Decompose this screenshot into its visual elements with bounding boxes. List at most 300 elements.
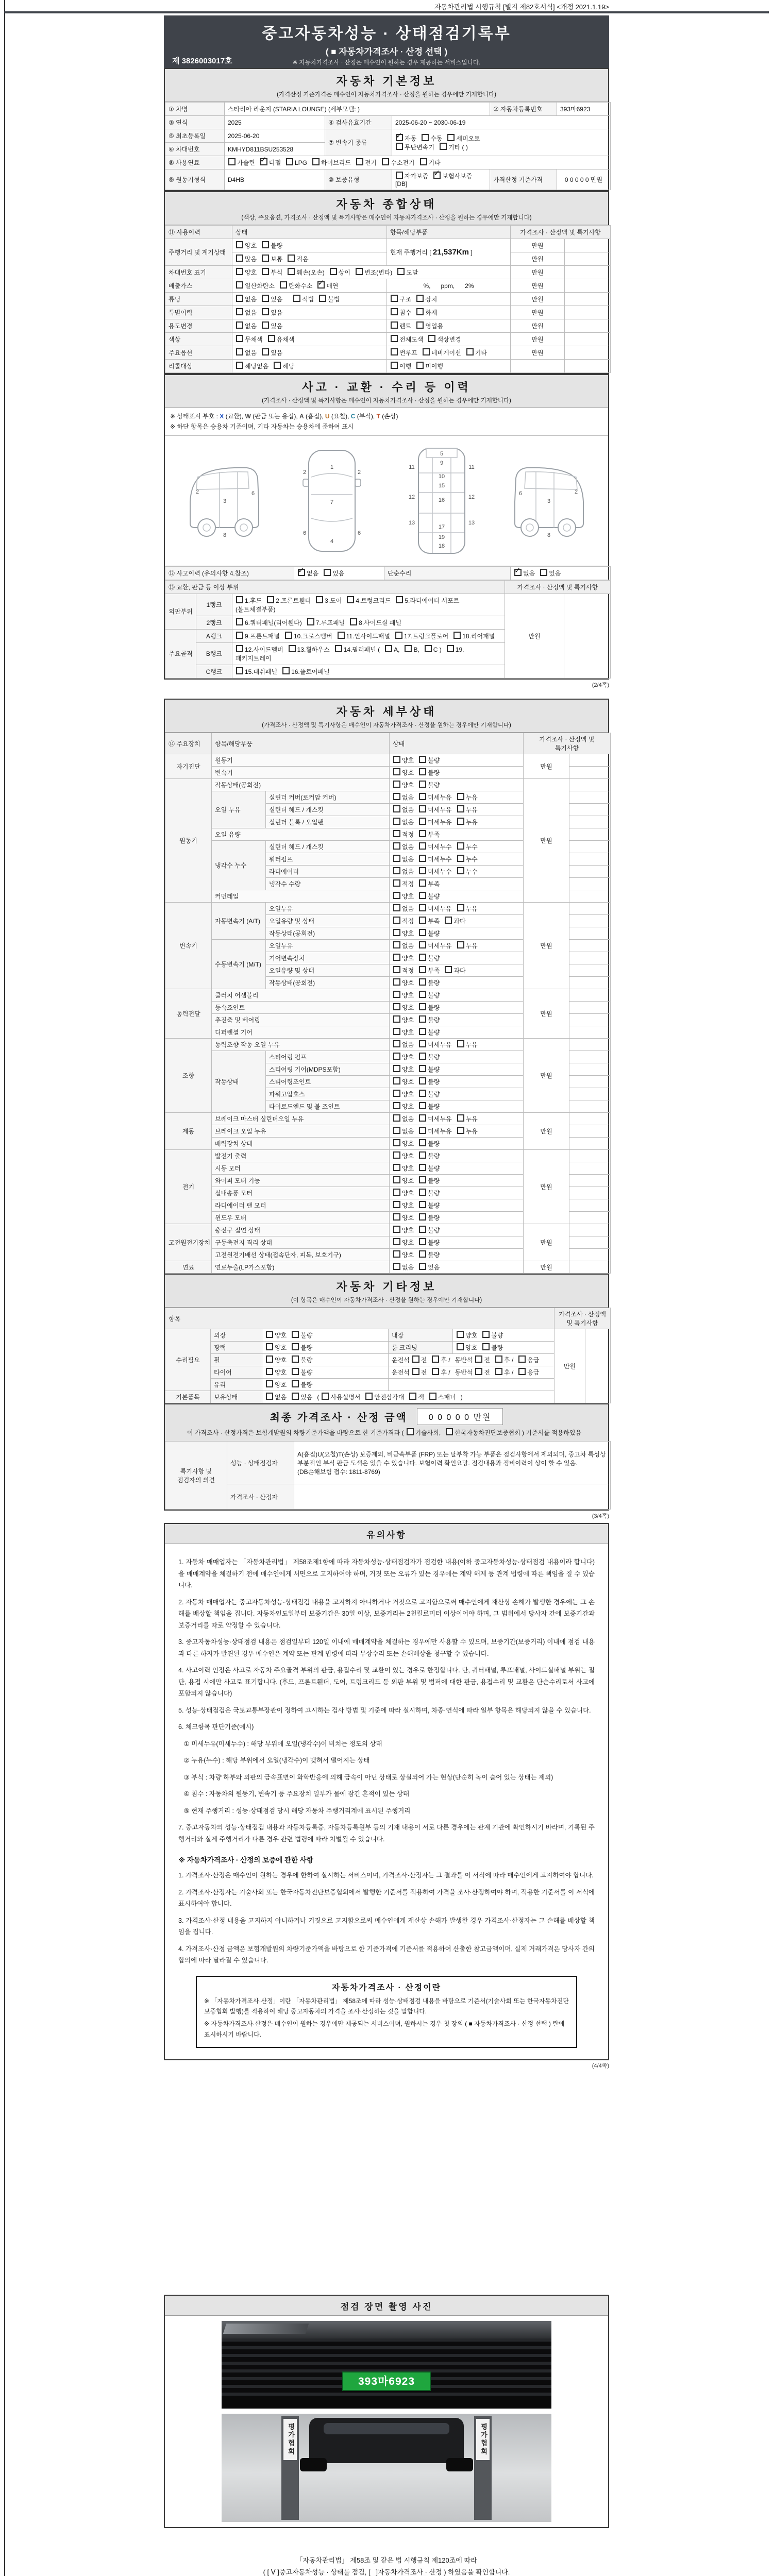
checkbox-unchecked[interactable] [518, 1355, 526, 1363]
checkbox-unchecked[interactable] [419, 1127, 426, 1134]
checkbox-unchecked[interactable] [393, 1127, 400, 1134]
checkbox-unchecked[interactable] [266, 1368, 273, 1375]
checkbox-unchecked[interactable] [419, 842, 426, 850]
options-cell [390, 791, 524, 804]
checkbox-unchecked[interactable] [393, 1003, 400, 1010]
checkbox-label: 보험사보증 [442, 173, 473, 180]
checkbox-unchecked[interactable] [324, 569, 331, 576]
checkbox-unchecked[interactable] [419, 1213, 426, 1221]
diagram-part-number: 3 [547, 498, 550, 504]
checkbox-unchecked[interactable] [236, 667, 243, 674]
checkbox-unchecked[interactable] [393, 1053, 400, 1060]
checkbox-unchecked[interactable] [419, 1139, 426, 1146]
checkbox-unchecked[interactable] [393, 917, 400, 924]
checkbox-label: 스패너 [438, 1394, 456, 1401]
checkbox-unchecked[interactable] [268, 335, 275, 342]
checkbox-label: 없음 [402, 868, 414, 875]
tr [165, 279, 611, 293]
checkbox-label: 양호 [402, 769, 414, 776]
checkbox-unchecked[interactable] [457, 842, 464, 850]
checkbox-unchecked[interactable] [307, 618, 314, 625]
checkbox-unchecked[interactable] [432, 1355, 439, 1363]
column-header: 상태 [232, 226, 387, 239]
checkbox-label: 자동 [405, 134, 417, 142]
note-cell [569, 977, 611, 989]
checkbox-unchecked[interactable] [382, 158, 389, 165]
checkbox-unchecked[interactable] [428, 335, 435, 342]
checkbox-unchecked[interactable] [419, 1028, 426, 1035]
checkbox-label: 렌트 [399, 323, 412, 330]
checkbox-unchecked[interactable] [393, 929, 400, 936]
checkbox-unchecked[interactable] [447, 134, 455, 141]
checkbox-unchecked[interactable] [419, 1102, 426, 1109]
checkbox-unchecked[interactable] [262, 255, 269, 262]
checkbox-unchecked[interactable] [419, 966, 426, 973]
checkbox-unchecked[interactable] [393, 805, 400, 812]
checkbox-unchecked[interactable] [419, 917, 426, 924]
checkbox-label: 양호 [402, 1153, 414, 1160]
checkbox-unchecked[interactable] [396, 143, 403, 150]
checkbox-unchecked[interactable] [393, 1065, 400, 1072]
field-label-regno: ② 자동차등록번호 [490, 103, 557, 116]
checkbox-unchecked[interactable] [274, 362, 281, 369]
options-cell [390, 927, 524, 940]
checkbox-unchecked[interactable] [393, 941, 400, 948]
checkbox-unchecked[interactable] [356, 268, 363, 275]
checkbox-unchecked[interactable] [393, 1114, 400, 1122]
checkbox-unchecked[interactable] [236, 281, 243, 289]
checkbox-unchecked[interactable] [266, 1393, 273, 1400]
notice-item: 2. 가격조사·산정자는 기술사회 또는 한국자동차진단보증협회에서 발행한 기준서를 적용하여 가격을 조사·산정하여야 하며, 적용한 기준서를 이 서식에 표시하여야 합니다. [178, 1888, 595, 1907]
price-cell: 만원 [511, 346, 565, 360]
checkbox-unchecked[interactable] [267, 596, 274, 603]
checkbox-label: 양호 [402, 1103, 414, 1110]
sub-group-label: 냉각수 누수 [212, 841, 266, 890]
checkbox-unchecked[interactable] [420, 158, 427, 165]
item-label: 실린더 헤드 / 개스킷 [266, 841, 390, 853]
checkbox-label: 양호 [465, 1344, 478, 1351]
checkbox-unchecked[interactable] [236, 362, 243, 369]
checkbox-unchecked[interactable] [286, 158, 293, 165]
checkbox-unchecked[interactable] [419, 855, 426, 862]
field-label-engine: ⑨ 원동기형식 [165, 170, 225, 190]
checkbox-unchecked[interactable] [419, 793, 426, 800]
checkbox-unchecked[interactable] [419, 1164, 426, 1171]
row-label: 배출가스 [165, 279, 232, 293]
checkbox-label: 후 / [441, 1357, 450, 1364]
checkbox-unchecked[interactable] [397, 268, 405, 275]
checkbox-unchecked[interactable] [292, 1355, 299, 1363]
tire-position-options [389, 1366, 554, 1379]
checkbox-unchecked[interactable] [393, 793, 400, 800]
checkbox-unchecked[interactable] [419, 954, 426, 961]
div [395, 143, 607, 151]
checkbox-unchecked[interactable] [419, 879, 426, 887]
checkbox-unchecked[interactable] [393, 1201, 400, 1208]
checkbox-unchecked[interactable] [393, 904, 400, 911]
checkbox-unchecked[interactable] [393, 892, 400, 899]
checkbox-label: 불량 [300, 1332, 313, 1339]
checkbox-unchecked[interactable] [236, 308, 243, 315]
checkbox-unchecked[interactable] [236, 348, 243, 355]
checkbox-unchecked[interactable] [391, 295, 398, 302]
checkbox-unchecked[interactable] [419, 892, 426, 899]
checkbox-unchecked[interactable] [419, 1238, 426, 1245]
checkbox-unchecked[interactable] [457, 855, 464, 862]
checkbox-unchecked[interactable] [393, 1102, 400, 1109]
note-cell [569, 1199, 611, 1212]
checkbox-checked[interactable] [317, 281, 325, 289]
checkbox-unchecked[interactable] [419, 1201, 426, 1208]
checkbox-checked[interactable] [514, 569, 522, 576]
tbody [165, 1442, 611, 1510]
checkbox-unchecked[interactable] [236, 321, 243, 329]
final-price-note [170, 1428, 603, 1437]
checkbox-unchecked[interactable] [393, 1189, 400, 1196]
checkbox-label: 전 [421, 1369, 427, 1376]
basic-items-options [262, 1391, 554, 1403]
checkbox-unchecked[interactable] [356, 158, 363, 165]
checkbox-unchecked[interactable] [393, 768, 400, 775]
checkbox-unchecked[interactable] [393, 1226, 400, 1233]
checkbox-unchecked[interactable] [393, 855, 400, 862]
checkbox-unchecked[interactable] [429, 1393, 436, 1400]
checkbox-unchecked[interactable] [292, 1380, 299, 1387]
tr [165, 116, 611, 129]
checkbox-unchecked[interactable] [419, 805, 426, 812]
checkbox-unchecked[interactable] [419, 781, 426, 788]
checkbox-unchecked[interactable] [236, 618, 243, 625]
checkbox-label: 불량 [491, 1344, 503, 1351]
checkbox-unchecked[interactable] [236, 335, 243, 342]
checkbox-unchecked[interactable] [419, 867, 426, 874]
checkbox-unchecked[interactable] [457, 818, 464, 825]
checkbox-unchecked[interactable] [266, 1343, 273, 1350]
checkbox-unchecked[interactable] [266, 1380, 273, 1387]
checkbox-unchecked[interactable] [396, 596, 403, 603]
checkbox-unchecked[interactable] [393, 1090, 400, 1097]
checkbox-unchecked[interactable] [447, 645, 454, 652]
checkbox-unchecked[interactable] [419, 941, 426, 948]
checkbox-unchecked[interactable] [393, 1151, 400, 1159]
checkbox-unchecked[interactable] [405, 645, 412, 652]
checkbox-label: 미세누유 [428, 1128, 452, 1135]
service-note: ※ 자동차가격조사 · 산정은 매수인이 원하는 경우 제공하는 서비스입니다. [292, 60, 481, 66]
checkbox-unchecked[interactable] [391, 335, 398, 342]
checkbox-unchecked[interactable] [280, 281, 287, 289]
notice-item: ② 누유(누수) : 해당 부위에서 오일(냉각수)이 맺혀서 떨어지는 상태 [178, 1757, 370, 1764]
checkbox-unchecked[interactable] [292, 1393, 299, 1400]
checkbox-label: 부족 [428, 880, 440, 888]
checkbox-unchecked[interactable] [475, 1355, 482, 1363]
checkbox-unchecked[interactable] [419, 1015, 426, 1023]
checkbox-label: 기타 [428, 159, 441, 166]
checkbox-unchecked[interactable] [419, 1250, 426, 1258]
checkbox-unchecked[interactable] [395, 632, 402, 639]
checkbox-unchecked[interactable] [419, 1151, 426, 1159]
checkbox-unchecked[interactable] [262, 241, 269, 248]
checkbox-unchecked[interactable] [412, 1355, 419, 1363]
accident-history-row [165, 566, 611, 580]
checkbox-unchecked[interactable] [457, 805, 464, 812]
checkbox-unchecked[interactable] [416, 308, 424, 315]
checkbox-unchecked[interactable] [475, 1368, 482, 1375]
checkbox-unchecked[interactable] [236, 255, 243, 262]
checkbox-unchecked[interactable] [409, 1393, 416, 1400]
price-cell: 만원 [524, 1224, 569, 1261]
checkbox-unchecked[interactable] [419, 929, 426, 936]
checkbox-unchecked[interactable] [393, 954, 400, 961]
checkbox-unchecked[interactable] [482, 1331, 490, 1338]
checkbox-unchecked[interactable] [393, 991, 400, 998]
checkbox-unchecked[interactable] [236, 295, 243, 302]
rank-options [232, 642, 505, 665]
checkbox-unchecked[interactable] [419, 1090, 426, 1097]
div [395, 134, 607, 143]
checkbox-unchecked[interactable] [338, 632, 345, 639]
checkbox-unchecked[interactable] [457, 867, 464, 874]
tr [165, 1329, 611, 1342]
checkbox-unchecked[interactable] [330, 268, 337, 275]
checkbox-unchecked[interactable] [266, 1355, 273, 1363]
options-cell [390, 841, 524, 853]
checkbox-unchecked[interactable] [292, 1368, 299, 1375]
checkbox-unchecked[interactable] [335, 645, 342, 652]
checkbox-label: 양호 [402, 1066, 414, 1073]
checkbox-label: 불량 [428, 1078, 440, 1086]
checkbox-unchecked[interactable] [293, 295, 300, 302]
checkbox-unchecked[interactable] [393, 842, 400, 850]
checkbox-label: 있음 [428, 1264, 440, 1271]
tr [165, 1391, 611, 1403]
checkbox-unchecked[interactable] [236, 645, 243, 652]
checkbox-unchecked[interactable] [445, 966, 452, 973]
checkbox-unchecked[interactable] [416, 295, 424, 302]
checkbox-unchecked[interactable] [419, 1065, 426, 1072]
checkbox-unchecked[interactable] [393, 978, 400, 986]
checkbox-unchecked[interactable] [236, 268, 243, 275]
vehicle-diagrams [165, 436, 608, 566]
note-cell [569, 989, 611, 1002]
panel-group-label: 외판부위 [165, 594, 196, 629]
checkbox-unchecked[interactable] [393, 966, 400, 973]
checkbox-checked[interactable] [260, 158, 267, 165]
checkbox-label: 과다 [453, 918, 466, 925]
note-cell [565, 360, 611, 373]
options-cell [390, 866, 524, 878]
circle [521, 519, 539, 536]
checkbox-unchecked[interactable] [393, 781, 400, 788]
checkbox-unchecked[interactable] [393, 1250, 400, 1258]
checkbox-unchecked[interactable] [419, 1053, 426, 1060]
checkbox-unchecked[interactable] [416, 362, 424, 369]
checkbox-unchecked[interactable] [393, 1238, 400, 1245]
checkbox-unchecked[interactable] [540, 569, 547, 576]
checkbox-unchecked[interactable] [419, 904, 426, 911]
note-cell [569, 804, 611, 816]
checkbox-unchecked[interactable] [393, 1139, 400, 1146]
checkbox-unchecked[interactable] [419, 756, 426, 763]
checkbox-checked[interactable] [396, 134, 403, 141]
checkbox-unchecked[interactable] [288, 268, 295, 275]
checkbox-unchecked[interactable] [419, 1189, 426, 1196]
checkbox-label: 양호 [402, 1227, 414, 1234]
checkbox-unchecked[interactable] [457, 904, 464, 911]
options-cell [390, 1002, 524, 1014]
status-code-line [170, 411, 603, 421]
checkbox-unchecked[interactable] [289, 645, 296, 652]
checkbox-unchecked[interactable] [419, 1226, 426, 1233]
checkbox-unchecked[interactable] [393, 1213, 400, 1221]
checkbox-unchecked[interactable] [262, 348, 269, 355]
checkbox-checked[interactable] [433, 172, 441, 179]
checkbox-unchecked[interactable] [518, 1368, 526, 1375]
checkbox-unchecked[interactable] [312, 158, 320, 165]
checkbox-unchecked[interactable] [292, 1343, 299, 1350]
checkbox-unchecked[interactable] [262, 321, 269, 329]
checkbox-unchecked[interactable] [393, 1028, 400, 1035]
checkbox-unchecked[interactable] [236, 596, 243, 603]
device-group-label: 고전원전기장치 [165, 1224, 212, 1261]
tr [165, 1379, 611, 1391]
lift-post-sign: 평가협회 [283, 2419, 297, 2460]
checkbox-unchecked[interactable] [262, 308, 269, 315]
checkbox-unchecked[interactable] [396, 172, 403, 179]
page-marker: (3/4쪽) [592, 1513, 609, 1519]
checkbox-unchecked[interactable] [457, 1114, 464, 1122]
checkbox-label: 전 [484, 1369, 491, 1376]
checkbox-unchecked[interactable] [393, 867, 400, 874]
checkbox-unchecked[interactable] [365, 1393, 373, 1400]
detail-band [165, 700, 608, 733]
checkbox-unchecked[interactable] [262, 295, 269, 302]
checkbox-unchecked[interactable] [419, 1077, 426, 1084]
checkbox-unchecked[interactable] [393, 1077, 400, 1084]
checkbox-unchecked[interactable] [322, 1393, 329, 1400]
checkbox-label: 세미오토 [456, 134, 480, 142]
checkbox-unchecked[interactable] [385, 645, 392, 652]
checkbox-unchecked[interactable] [422, 134, 429, 141]
checkbox-unchecked[interactable] [419, 1003, 426, 1010]
checkbox-label: 훼손(오손) [296, 269, 325, 276]
checkbox-unchecked[interactable] [423, 348, 430, 355]
options-cell [390, 1014, 524, 1026]
checkbox-unchecked[interactable] [419, 1263, 426, 1270]
checkbox-unchecked[interactable] [236, 241, 243, 248]
checkbox-unchecked[interactable] [419, 818, 426, 825]
checkbox-unchecked[interactable] [457, 1331, 464, 1338]
checkbox-unchecked[interactable] [347, 596, 354, 603]
checkbox-unchecked[interactable] [419, 1040, 426, 1047]
checkbox-unchecked[interactable] [393, 1263, 400, 1270]
checkbox-unchecked[interactable] [457, 793, 464, 800]
checkbox-label: 누유 [465, 942, 478, 950]
checkbox-unchecked[interactable] [457, 1343, 464, 1350]
checkbox-unchecked[interactable] [419, 991, 426, 998]
checkbox-unchecked[interactable] [466, 348, 474, 355]
checkbox-unchecked[interactable] [288, 255, 295, 262]
checkbox-unchecked[interactable] [445, 917, 452, 924]
checkbox-unchecked[interactable] [282, 667, 290, 674]
checkbox-label: 많음 [245, 256, 257, 263]
checkbox-unchecked[interactable] [495, 1355, 502, 1363]
checkbox-unchecked[interactable] [285, 632, 292, 639]
checkbox-unchecked[interactable] [319, 295, 326, 302]
checkbox-unchecked[interactable] [393, 830, 400, 837]
checkbox-unchecked[interactable] [482, 1343, 490, 1350]
checkbox-unchecked[interactable] [457, 941, 464, 948]
checkbox-unchecked[interactable] [446, 1428, 453, 1435]
checkbox-label: 불량 [428, 1066, 440, 1073]
item-label: 라디에이터 팬 모터 [212, 1199, 390, 1212]
options-cell [262, 1329, 389, 1342]
checkbox-unchecked[interactable] [453, 632, 461, 639]
note-cell [569, 1224, 611, 1236]
checkbox-unchecked[interactable] [393, 1164, 400, 1171]
options-cell [232, 266, 511, 279]
checkbox-unchecked[interactable] [419, 1114, 426, 1122]
checkbox-unchecked[interactable] [292, 1331, 299, 1338]
checkbox-unchecked[interactable] [393, 756, 400, 763]
checkbox-label: 8.사이드실 패널 [359, 619, 402, 626]
checkbox-unchecked[interactable] [407, 1428, 414, 1435]
detail-row [165, 1039, 611, 1051]
checkbox-unchecked[interactable] [419, 768, 426, 775]
checkbox-unchecked[interactable] [262, 268, 269, 275]
checkbox-unchecked[interactable] [393, 1040, 400, 1047]
item-label: 작동상태(공회전) [266, 977, 390, 989]
checkbox-unchecked[interactable] [391, 362, 398, 369]
checkbox-unchecked[interactable] [393, 879, 400, 887]
checkbox-unchecked[interactable] [391, 348, 398, 355]
checkbox-unchecked[interactable] [412, 1368, 419, 1375]
row-label: 광택 [211, 1342, 262, 1354]
checkbox-unchecked[interactable] [393, 1015, 400, 1023]
checkbox-unchecked[interactable] [393, 1176, 400, 1183]
checkbox-label: 없음 [402, 942, 414, 950]
checkbox-unchecked[interactable] [391, 308, 398, 315]
checkbox-unchecked[interactable] [432, 1368, 439, 1375]
tr [165, 1308, 611, 1329]
checkbox-unchecked[interactable] [391, 321, 398, 329]
checkbox-unchecked[interactable] [236, 632, 243, 639]
checkbox-unchecked[interactable] [425, 645, 432, 652]
checkbox-unchecked[interactable] [457, 1040, 464, 1047]
checkbox-unchecked[interactable] [316, 596, 323, 603]
b: C [350, 413, 356, 420]
diagram-part-number: 4 [330, 538, 333, 545]
checkbox-unchecked[interactable] [228, 158, 236, 165]
checkbox-unchecked[interactable] [419, 830, 426, 837]
checkbox-unchecked[interactable] [457, 1127, 464, 1134]
checkbox-unchecked[interactable] [440, 143, 447, 150]
checkbox-label: LPG [294, 159, 307, 166]
notice-item: ③ 부식 : 차량 하부와 외판의 금속표면이 화학반응에 의해 금속이 아닌 상태로 상실되어 가는 현상(단순히 녹이 슬어 있는 상태는 제외) [178, 1773, 553, 1781]
note-cell [569, 1212, 611, 1224]
column-header: ⑪ 사용이력 [165, 226, 232, 239]
diagram-part-number: 19 [438, 534, 445, 540]
checkbox-checked[interactable] [298, 569, 305, 576]
checkbox-unchecked[interactable] [266, 1331, 273, 1338]
checkbox-unchecked[interactable] [495, 1368, 502, 1375]
checkbox-unchecked[interactable] [393, 818, 400, 825]
checkbox-unchecked[interactable] [416, 321, 424, 329]
checkbox-unchecked[interactable] [419, 1176, 426, 1183]
checkbox-unchecked[interactable] [350, 618, 357, 625]
checkbox-unchecked[interactable] [419, 978, 426, 986]
options-cell [390, 1039, 524, 1051]
checkbox-label: 누유 [465, 819, 478, 826]
